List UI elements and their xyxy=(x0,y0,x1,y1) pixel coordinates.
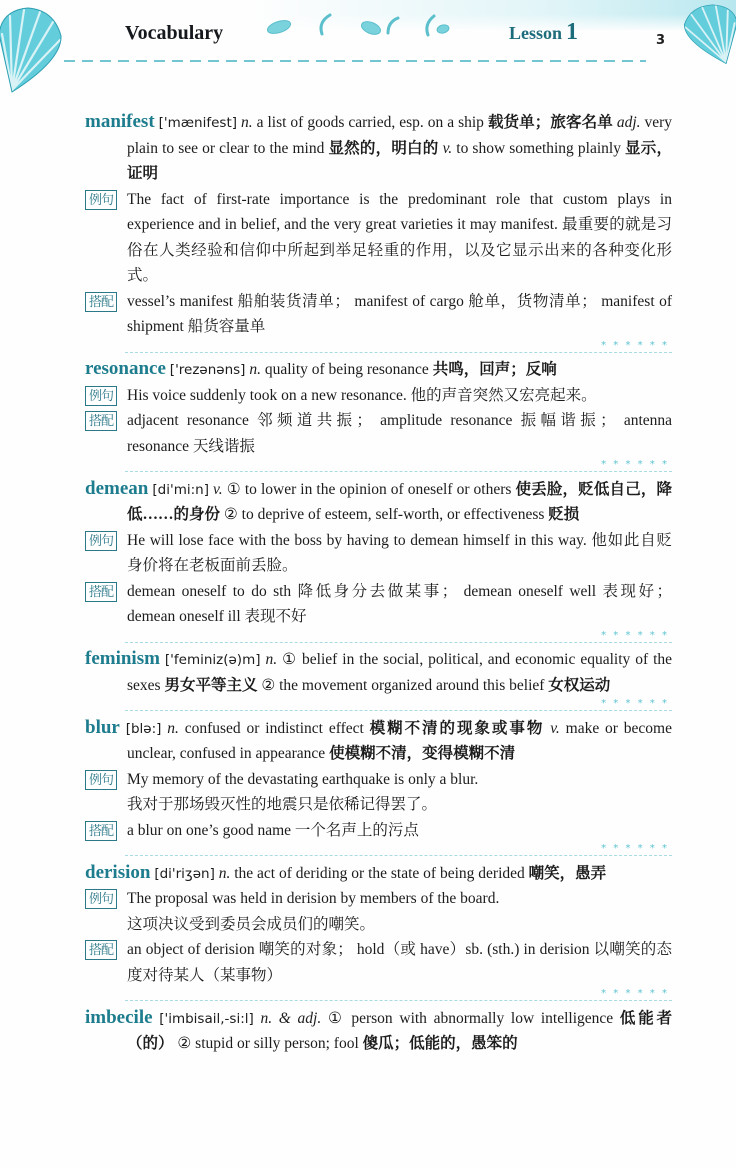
header-decoration xyxy=(0,0,736,96)
example-label: 例句 xyxy=(85,889,117,909)
entry-separator xyxy=(85,843,672,861)
lesson-word: Lesson xyxy=(509,23,563,43)
chinese-text: 贬损 xyxy=(548,506,580,523)
part-of-speech: n. xyxy=(167,719,179,737)
entry-separator xyxy=(85,459,672,477)
collocation-label: 搭配 xyxy=(85,940,117,960)
headword: imbecile xyxy=(85,1006,153,1028)
chinese-text: 男女平等主义 xyxy=(164,676,258,694)
separator-rule xyxy=(125,1000,672,1001)
headword: demean xyxy=(85,477,149,499)
dictionary-entry xyxy=(85,110,672,340)
english-text: to show something plainly xyxy=(456,139,621,157)
separator-stars: * * * * * * xyxy=(601,339,669,351)
chinese-text: 这项决议受到委员会成员们的嘲笑。 xyxy=(127,915,376,933)
english-text: hold（或 have）sb. (sth.) in derision xyxy=(356,941,590,958)
chinese-text: 使模糊不清，变得模糊不清 xyxy=(329,745,516,762)
entry-separator xyxy=(85,630,672,648)
chinese-text: 表现好； xyxy=(602,582,673,600)
example-block xyxy=(85,383,672,409)
dictionary-entry xyxy=(85,357,672,459)
separator-rule xyxy=(125,855,672,856)
part-of-speech: n. xyxy=(241,114,253,131)
section-title: Vocabulary xyxy=(125,22,224,44)
chinese-text: 邻频道共振； xyxy=(257,412,372,429)
chinese-text: 使丢脸，贬低自己，降低……的身份 xyxy=(127,480,673,523)
headword: manifest xyxy=(85,111,155,132)
separator-rule xyxy=(125,642,672,643)
headword: derision xyxy=(85,861,151,883)
separator-rule xyxy=(125,471,672,472)
example-label: 例句 xyxy=(85,386,117,406)
part-of-speech: v. xyxy=(213,480,223,498)
chinese-text: 以嘲笑的态度对待某人（某事物） xyxy=(127,941,672,984)
english-text: demean oneself ill xyxy=(127,608,241,625)
collocation-block xyxy=(85,818,672,844)
right-seashell-icon xyxy=(684,5,736,64)
collocation-block xyxy=(85,408,672,459)
english-text: He will lose face with the boss by having to demean himself in this way. xyxy=(127,531,587,549)
headword: blur xyxy=(85,716,120,738)
entry-separator xyxy=(85,698,672,716)
sense-number: ① xyxy=(327,1009,345,1027)
example-block xyxy=(85,886,672,937)
definition xyxy=(85,110,672,187)
chinese-text: 载货单；旅客名单 xyxy=(487,114,613,131)
english-text: quality of being resonance xyxy=(264,361,429,378)
definition xyxy=(85,716,672,767)
separator-rule xyxy=(125,710,672,711)
part-of-speech: n. & adj. xyxy=(260,1009,322,1027)
dictionary-entry xyxy=(85,861,672,989)
sense-number: ② xyxy=(261,676,276,694)
english-text: person with abnormally low intelligence xyxy=(351,1009,614,1027)
sense-number: ① xyxy=(282,651,298,668)
collocation-block xyxy=(85,289,672,340)
english-text: confused or indistinct effect xyxy=(184,719,364,737)
english-text: antenna resonance xyxy=(127,412,673,455)
pronunciation: [di'mi:n] xyxy=(152,481,209,498)
english-text: a list of goods carried, esp. on a ship xyxy=(256,114,484,131)
definition xyxy=(85,477,672,528)
pronunciation: ['mænifest] xyxy=(158,115,237,131)
collocation-label: 搭配 xyxy=(85,821,117,841)
pronunciation: ['imbisail,-si:l] xyxy=(159,1010,254,1027)
sense-number: ② xyxy=(223,506,238,523)
chinese-text: 女权运动 xyxy=(548,676,611,694)
collocation-label: 搭配 xyxy=(85,292,117,312)
chinese-text: 船舶装货清单； xyxy=(237,292,350,310)
chinese-text: 傻瓜；低能的，愚笨的 xyxy=(362,1035,518,1052)
definition xyxy=(85,861,672,887)
part-of-speech: n. xyxy=(249,361,261,378)
pronunciation: [di'riʒən] xyxy=(154,865,215,882)
example-block xyxy=(85,528,672,579)
separator-stars: * * * * * * xyxy=(601,629,669,641)
dictionary-entry xyxy=(85,1006,672,1057)
english-text: the movement organized around this belief xyxy=(279,676,545,694)
english-text: a blur on one’s good name xyxy=(127,821,292,839)
lesson-number: 1 xyxy=(566,19,579,45)
entry-list xyxy=(85,110,672,1057)
example-label: 例句 xyxy=(85,770,117,790)
part-of-speech: v. xyxy=(442,139,453,157)
english-text: manifest of cargo xyxy=(354,292,464,310)
english-text: amplitude resonance xyxy=(380,412,513,429)
english-text: vessel’s manifest xyxy=(127,292,234,310)
chinese-text: 舱单，货物清单； xyxy=(468,292,597,310)
definition xyxy=(85,1006,672,1057)
chinese-text: 他的声音突然又宏亮起来。 xyxy=(410,386,597,404)
part-of-speech: n. xyxy=(265,651,278,668)
chinese-text: 模糊不清的现象或事物 xyxy=(369,719,545,737)
english-text: The proposal was held in derision by members of the board. xyxy=(127,890,500,907)
example-block xyxy=(85,187,672,289)
definition xyxy=(85,357,672,383)
pronunciation: ['feminiz(ə)m] xyxy=(164,652,261,668)
chinese-text: 嘲笑的对象； xyxy=(258,941,353,958)
definition xyxy=(85,647,672,698)
sense-number: ② xyxy=(177,1035,192,1052)
english-text: My memory of the devastating earthquake is only a blur. xyxy=(127,770,479,788)
separator-rule xyxy=(125,352,672,353)
page-number: 3 xyxy=(656,33,666,48)
english-text: the act of deriding or the state of being derided xyxy=(234,864,525,882)
collocation-label: 搭配 xyxy=(85,582,117,602)
dictionary-entry xyxy=(85,647,672,698)
chinese-text: 共鸣，回声；反响 xyxy=(432,361,557,378)
chinese-text: 一个名声上的污点 xyxy=(294,821,419,839)
separator-stars: * * * * * * xyxy=(601,459,669,470)
part-of-speech: n. xyxy=(218,864,231,882)
separator-stars: * * * * * * xyxy=(601,988,669,999)
english-text: demean oneself well xyxy=(463,582,597,600)
english-text: His voice suddenly took on a new resonance. xyxy=(127,386,407,404)
pronunciation: ['rezənəns] xyxy=(169,362,246,378)
chinese-text: 表现不好 xyxy=(244,608,307,625)
part-of-speech: adj. xyxy=(616,114,641,131)
chinese-text: 天线谐振 xyxy=(192,437,255,455)
english-text: stupid or silly person; fool xyxy=(195,1035,359,1052)
chinese-text: 降低身分去做某事； xyxy=(297,582,458,600)
english-text: very plain to see or clear to the mind xyxy=(127,114,673,157)
chinese-text: 显示，证明 xyxy=(127,139,672,182)
pronunciation: [blə:] xyxy=(125,720,162,737)
english-text: adjacent resonance xyxy=(127,412,249,429)
headword: feminism xyxy=(85,648,160,669)
chinese-text: 显然的，明白的 xyxy=(328,139,439,157)
headword: resonance xyxy=(85,358,166,379)
collocation-label: 搭配 xyxy=(85,411,117,431)
dictionary-entry xyxy=(85,477,672,630)
english-text: manifest of shipment xyxy=(127,292,673,335)
part-of-speech: v. xyxy=(550,719,560,737)
example-block xyxy=(85,767,672,818)
left-seashell-icon xyxy=(0,8,61,92)
lesson-label xyxy=(509,17,578,48)
chinese-text: 最重要的就是习俗在人类经验和信仰中所起到举足轻重的作用，以及它显示出来的各种变化形式。 xyxy=(127,216,672,284)
dictionary-entry xyxy=(85,716,672,844)
entry-separator xyxy=(85,340,672,358)
chinese-text: 我对于那场毁灭性的地震只是依稀记得罢了。 xyxy=(127,796,438,813)
example-label: 例句 xyxy=(85,190,117,210)
separator-stars: * * * * * * xyxy=(601,843,669,854)
sense-number: ① xyxy=(226,480,241,498)
english-text: The fact of first-rate importance is the predominant role that custom plays in experience and in belief, and the very great varieties it may manifest. xyxy=(127,190,672,233)
english-text: to lower in the opinion of oneself or others xyxy=(244,480,512,498)
collocation-block xyxy=(85,937,672,988)
chinese-text: 嘲笑，愚弄 xyxy=(528,864,607,882)
entry-separator xyxy=(85,988,672,1006)
separator-stars: * * * * * * xyxy=(601,698,669,709)
english-text: belief in the social, political, and economic equality of the sexes xyxy=(127,651,673,694)
english-text: an object of derision xyxy=(127,941,255,958)
example-label: 例句 xyxy=(85,531,117,551)
english-text: demean oneself to do sth xyxy=(127,582,292,600)
chinese-text: 低能者（的） xyxy=(127,1009,673,1052)
english-text: to deprive of esteem, self-worth, or effectiveness xyxy=(241,506,545,523)
collocation-block xyxy=(85,579,672,630)
chinese-text: 振幅谐振； xyxy=(520,412,616,429)
chinese-text: 船货容量单 xyxy=(187,318,266,335)
chinese-text: 他如此自贬身价将在老板面前丢脸。 xyxy=(127,531,672,574)
english-text: make or become unclear, confused in appearance xyxy=(127,719,672,762)
